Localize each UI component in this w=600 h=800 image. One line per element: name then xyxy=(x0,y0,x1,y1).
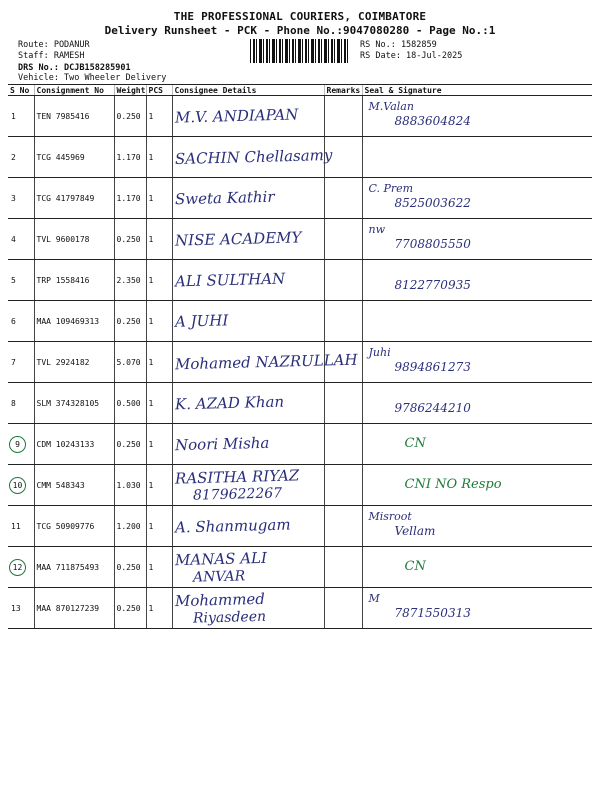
delivery-note: CN xyxy=(404,436,426,451)
signature-mark: Misroot xyxy=(368,510,412,523)
cell-remarks xyxy=(324,547,362,588)
cell-signature xyxy=(362,547,592,588)
cell-consignment: TVL 2924182 xyxy=(34,342,114,383)
consignee-handwriting: K. AZAD Khan xyxy=(174,392,284,414)
consignee-handwriting-line2: Riyasdeen xyxy=(192,608,266,627)
document-title: THE PROFESSIONAL COURIERS, COIMBATORE xyxy=(173,10,427,23)
barcode-image xyxy=(250,39,348,63)
sno-value: 12 xyxy=(9,559,26,576)
cell-sno xyxy=(8,383,34,424)
staff-label: Staff: RAMESH xyxy=(18,51,85,61)
cell-consignment: TVL 9600178 xyxy=(34,219,114,260)
cell-consignee xyxy=(172,588,324,629)
cell-signature xyxy=(362,260,592,301)
consignee-handwriting: Sweta Kathir xyxy=(174,187,275,209)
signature-phone: 7871550313 xyxy=(394,606,471,620)
cell-consignment: CMM 548343 xyxy=(34,465,114,506)
sno-value: 5 xyxy=(11,275,16,285)
consignee-handwriting: Mohammed xyxy=(174,589,265,611)
cell-signature xyxy=(362,301,592,342)
col-header-consignee: Consignee Details xyxy=(172,85,324,96)
cell-sno xyxy=(8,219,34,260)
cell-sno xyxy=(8,178,34,219)
consignee-handwriting: A. Shanmugam xyxy=(174,515,291,537)
cell-pcs: 1 xyxy=(146,383,172,424)
table-row xyxy=(8,506,592,547)
table-row xyxy=(8,547,592,588)
cell-sno xyxy=(8,342,34,383)
cell-signature xyxy=(362,383,592,424)
runsheet-table xyxy=(8,84,592,629)
drs-number: DRS No.: DCJB158285901 xyxy=(18,63,131,73)
cell-consignee xyxy=(172,342,358,383)
table-row xyxy=(8,342,592,383)
signature-phone: 9786244210 xyxy=(394,401,471,415)
sno-value: 11 xyxy=(11,521,21,531)
cell-consignment: TEN 7985416 xyxy=(34,96,114,137)
cell-weight: 1.170 xyxy=(114,178,146,219)
signature-phone: 9894861273 xyxy=(394,360,471,374)
cell-consignment: TCG 50909776 xyxy=(34,506,114,547)
cell-sno xyxy=(8,301,34,342)
signature-mark: Juhi xyxy=(368,346,391,359)
table-header-row xyxy=(8,85,592,96)
cell-remarks xyxy=(324,260,362,301)
consignee-handwriting-line2: 8179622267 xyxy=(192,485,282,504)
col-header-consignment: Consignment No xyxy=(34,85,114,96)
cell-consignee xyxy=(172,301,324,342)
cell-sno xyxy=(8,588,34,629)
vehicle-label: Vehicle: Two Wheeler Delivery xyxy=(18,73,167,83)
table-row xyxy=(8,383,592,424)
cell-consignee xyxy=(172,383,324,424)
document-subtitle: Delivery Runsheet - PCK - Phone No.:9047080280 - Page No.:1 xyxy=(104,24,496,37)
cell-consignee xyxy=(172,219,324,260)
col-header-weight: Weight xyxy=(114,85,146,96)
cell-pcs: 1 xyxy=(146,178,172,219)
cell-sno xyxy=(8,96,34,137)
rs-date: RS Date: 18-Jul-2025 xyxy=(360,51,463,61)
cell-consignee xyxy=(172,547,324,588)
cell-remarks xyxy=(324,424,362,465)
cell-weight: 0.250 xyxy=(114,96,146,137)
table-row xyxy=(8,219,592,260)
sno-value: 9 xyxy=(9,436,26,453)
consignee-handwriting: RASITHA RIYAZ xyxy=(174,466,299,488)
table-row xyxy=(8,588,592,629)
cell-consignee xyxy=(172,137,333,178)
cell-signature xyxy=(362,506,592,547)
cell-sno xyxy=(8,506,34,547)
cell-remarks xyxy=(324,219,362,260)
table-row xyxy=(8,178,592,219)
cell-signature xyxy=(362,424,592,465)
cell-signature xyxy=(362,342,592,383)
cell-sno xyxy=(8,547,34,588)
cell-pcs: 1 xyxy=(146,96,172,137)
cell-remarks xyxy=(324,178,362,219)
col-header-pcs: PCS xyxy=(146,85,172,96)
cell-weight: 0.250 xyxy=(114,424,146,465)
cell-signature xyxy=(362,219,592,260)
cell-pcs: 1 xyxy=(146,137,172,178)
cell-consignment: TCG 445969 xyxy=(34,137,114,178)
cell-pcs: 1 xyxy=(146,547,172,588)
consignee-handwriting: MANAS ALI xyxy=(174,548,267,570)
cell-signature xyxy=(362,465,592,506)
cell-weight: 0.250 xyxy=(114,588,146,629)
cell-consignee xyxy=(172,178,324,219)
signature-phone: 8883604824 xyxy=(394,114,471,128)
signature-mark: nw xyxy=(368,223,385,236)
rs-info-block xyxy=(360,40,462,62)
cell-signature xyxy=(362,588,592,629)
cell-weight: 0.500 xyxy=(114,383,146,424)
route-label: Route: PODANUR xyxy=(18,40,90,50)
cell-weight: 1.030 xyxy=(114,465,146,506)
consignee-handwriting-line2: ANVAR xyxy=(192,568,245,586)
cell-consignee xyxy=(172,96,324,137)
col-header-sno: S No xyxy=(8,85,34,96)
cell-pcs: 1 xyxy=(146,301,172,342)
cell-remarks xyxy=(324,506,362,547)
sno-value: 3 xyxy=(11,193,16,203)
sno-value: 1 xyxy=(11,111,16,121)
cell-sno xyxy=(8,465,34,506)
table-row xyxy=(8,301,592,342)
cell-weight: 2.350 xyxy=(114,260,146,301)
signature-mark: M xyxy=(368,592,380,605)
cell-consignment: MAA 711875493 xyxy=(34,547,114,588)
table-row xyxy=(8,424,592,465)
rs-number: RS No.: 1582859 xyxy=(360,40,437,50)
signature-mark: C. Prem xyxy=(368,182,414,195)
consignee-handwriting: Mohamed NAZRULLAH xyxy=(174,350,358,374)
consignee-handwriting: ALI SULTHAN xyxy=(174,269,285,291)
cell-weight: 0.250 xyxy=(114,301,146,342)
signature-phone: 7708805550 xyxy=(394,237,471,251)
cell-pcs: 1 xyxy=(146,465,172,506)
cell-consignment: TRP 1558416 xyxy=(34,260,114,301)
cell-consignment: CDM 10243133 xyxy=(34,424,114,465)
signature-phone: 8122770935 xyxy=(394,278,471,292)
cell-remarks xyxy=(324,96,362,137)
cell-consignee xyxy=(172,424,324,465)
signature-phone: 8525003622 xyxy=(394,196,471,210)
cell-remarks xyxy=(324,588,362,629)
consignee-handwriting: A JUHI xyxy=(174,311,228,331)
cell-signature xyxy=(362,137,592,178)
cell-weight: 0.250 xyxy=(114,219,146,260)
cell-consignment: MAA 870127239 xyxy=(34,588,114,629)
cell-consignment: TCG 41797849 xyxy=(34,178,114,219)
cell-consignment: SLM 374328105 xyxy=(34,383,114,424)
table-row xyxy=(8,137,592,178)
sno-value: 10 xyxy=(9,477,26,494)
table-row xyxy=(8,260,592,301)
table-row xyxy=(8,96,592,137)
cell-remarks xyxy=(324,465,362,506)
table-body xyxy=(8,96,592,629)
consignee-handwriting: M.V. ANDIAPAN xyxy=(174,105,299,127)
cell-weight: 0.250 xyxy=(114,547,146,588)
cell-consignee xyxy=(172,465,324,506)
cell-pcs: 1 xyxy=(146,588,172,629)
sno-value: 13 xyxy=(11,603,21,613)
cell-signature xyxy=(362,96,592,137)
cell-pcs: 1 xyxy=(146,260,172,301)
delivery-note: CNI NO Respo xyxy=(404,477,502,492)
cell-sno xyxy=(8,260,34,301)
cell-pcs: 1 xyxy=(146,219,172,260)
cell-pcs: 1 xyxy=(146,506,172,547)
cell-pcs: 1 xyxy=(146,342,172,383)
sno-value: 2 xyxy=(11,152,16,162)
consignee-handwriting: NISE ACADEMY xyxy=(174,228,302,250)
cell-sno xyxy=(8,424,34,465)
cell-remarks xyxy=(324,383,362,424)
col-header-signature: Seal & Signature xyxy=(362,85,592,96)
cell-weight: 5.070 xyxy=(114,342,146,383)
cell-sno xyxy=(8,137,34,178)
cell-remarks xyxy=(324,301,362,342)
table-row xyxy=(8,465,592,506)
consignee-handwriting: SACHIN Chellasamy xyxy=(174,145,333,169)
cell-consignee xyxy=(172,506,324,547)
cell-pcs: 1 xyxy=(146,424,172,465)
cell-consignment: MAA 109469313 xyxy=(34,301,114,342)
sno-value: 7 xyxy=(11,357,16,367)
cell-signature xyxy=(362,178,592,219)
cell-consignee xyxy=(172,260,324,301)
route-staff-block xyxy=(18,40,90,62)
sno-value: 8 xyxy=(11,398,16,408)
consignee-handwriting: Noori Misha xyxy=(174,433,270,455)
signature-phone: Vellam xyxy=(394,524,436,538)
cell-weight: 1.170 xyxy=(114,137,146,178)
delivery-note: CN xyxy=(404,559,426,574)
signature-mark: M.Valan xyxy=(368,100,414,113)
sno-value: 6 xyxy=(11,316,16,326)
cell-weight: 1.200 xyxy=(114,506,146,547)
col-header-remarks: Remarks xyxy=(324,85,362,96)
sno-value: 4 xyxy=(11,234,16,244)
